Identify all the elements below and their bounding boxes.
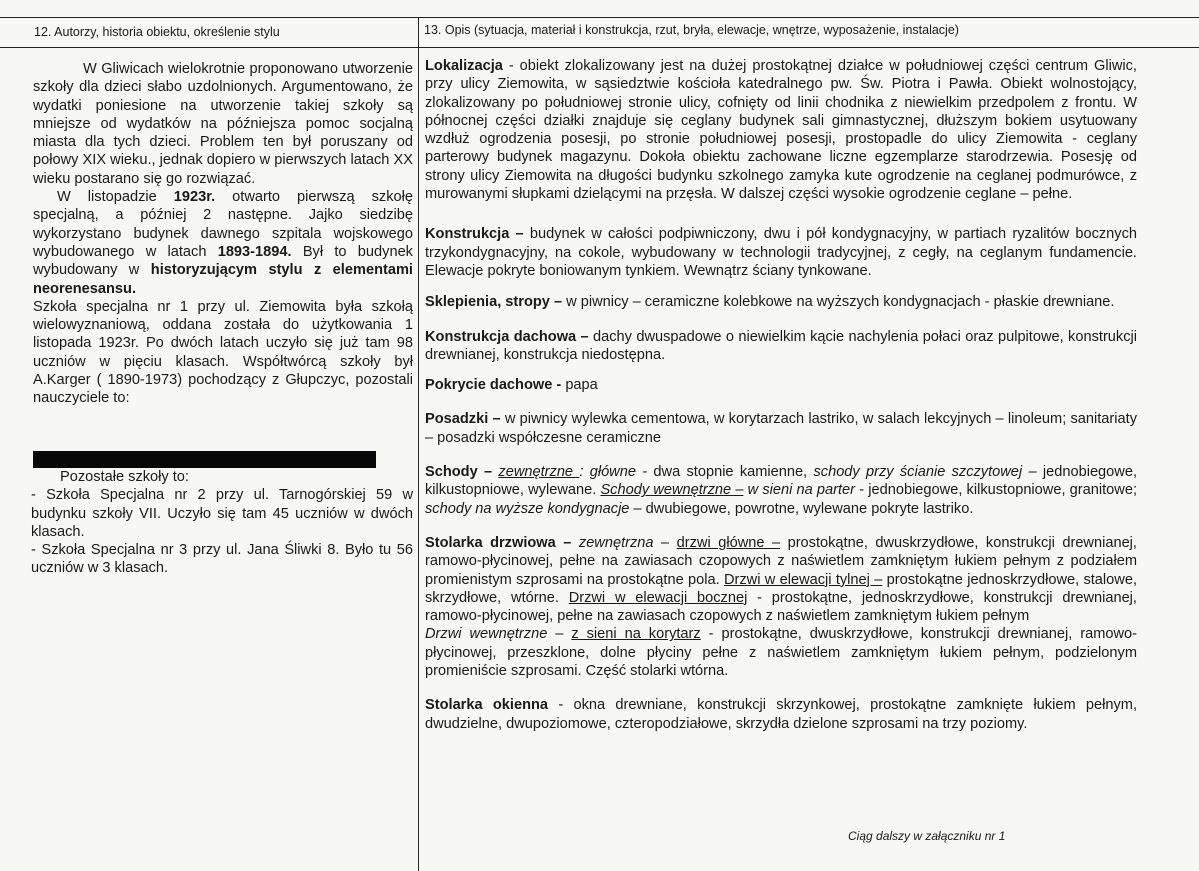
text-run: prostokątne jednoskrzydłowe, stalowe, skrzydłowe, wtórne. xyxy=(425,571,1137,606)
continuation-note: Ciąg dalszy w załączniku nr 1 xyxy=(848,829,1006,843)
heading-konstrukcja: Konstrukcja – xyxy=(425,226,524,243)
header-right: 13. Opis (sytuacja, materiał i konstrukcja, rzut, bryła, elewacje, wnętrze, wyposażenie, instalacje) xyxy=(424,23,959,37)
header-divider xyxy=(0,47,1199,48)
section-posadzki xyxy=(425,410,1137,447)
bold-style: historyzującym stylu z elementami neorenesansu. xyxy=(33,262,413,297)
heading-konstrukcja-dachowa: Konstrukcja dachowa – xyxy=(425,328,589,345)
text-run: w piwnicy – ceramiczne kolebkowe na wyższych kondygnacjach - płaskie drewniane. xyxy=(562,294,1115,311)
school-3-item: - Szkoła Specjalna nr 3 przy ul. Jana Śliwki 8. Było tu 56 uczniów w 3 klasach. xyxy=(31,542,413,577)
text-run: Schody wewnętrzne – xyxy=(600,482,744,499)
text-run: budynek w całości podpiwniczony, dwu i pół kondygnacyjny, w partiach ryzalitów bocznych trzykondygnacyjny, na cokole, wybudowany w technologii tradycyjnej, z cegły, na ceglanym fundamencie. Elewacje pokryte boniowanym tynkiem. Wewnątrz ściany tynkowane. xyxy=(425,226,1138,279)
history-text xyxy=(33,60,413,408)
text-run: dachy dwuspadowe o niewielkim kącie nachylenia połaci oraz pulpitowe, konstrukcji drewnianej, konstrukcja niedostępna. xyxy=(425,328,1137,363)
text-run: - prostokątne, jednoskrzydłowe, konstrukcji drewnianej, ramowo-płycinowej, pełne na zawiasach czopowych z naświetlem zamkniętym łukiem pełnym xyxy=(425,589,1137,625)
text-run: : główne - xyxy=(579,464,654,481)
text-run: otwarto pierwszą szkołę specjalną, a później 2 następne. Jajko siedzibę wykorzystano budynek dawnego szpitala wojskowego wybudowanego w latach xyxy=(33,189,413,260)
text-run: Drzwi w elewacji bocznej xyxy=(568,589,748,606)
heading-stolarka-okienna: Stolarka okienna xyxy=(425,697,549,714)
section-schody xyxy=(425,463,1137,518)
text-run: zewnętrzna xyxy=(571,534,654,551)
header-left: 12. Autorzy, historia obiektu, określenie stylu xyxy=(34,25,280,39)
history-paragraph-3: Szkoła specjalna nr 1 przy ul. Ziemowita była szkołą wielowyznaniową, oddana została do użytkowania 1 listopada 1923r. Po dwóch latach uczyło się już tam 98 uczniów w pięciu klasach. Współtwórcą szkoły był A.Karger ( 1890-1973) pochodzący z Głupczyc, pozostali nauczyciele to: xyxy=(33,298,413,407)
section-konstrukcja-dachowa xyxy=(425,328,1137,365)
text-run: - prostokątne, dwuskrzydłowe, konstrukcji drewnianej, ramowo-płycinowej, przeszklone, dolne płyciny pełne z naświetlem zamkniętym łukiem pełnym, podzielonym promieniście szprosami. Część stolarki wtórna. xyxy=(425,626,1137,680)
school-2-item: - Szkoła Specjalna nr 2 przy ul. Tarnogórskiej 59 w budynku szkoły VII. Uczyło się tam 45 uczniów w dwóch klasach. xyxy=(31,487,413,540)
history-paragraph-1: W Gliwicach wielokrotnie proponowano utworzenie szkoły dla dzieci słabo uzdolnionych. Argumentowano, że wydatki poniesione na utworzenie takiej szkoły są mniejsze od wydatków na późniejsza pomoc socjalną miasta dla tych dzieci. Problem ten był poruszany od połowy XIX wieku., jednak dopiero w pierwszych latach XX wieku postarano się go rozwiązać. xyxy=(33,61,413,187)
other-schools-title: Pozostałe szkoły to: xyxy=(60,469,189,485)
text-run: schody przy ścianie szczytowej – xyxy=(813,464,1037,481)
text-run: prostokątne, dwuskrzydłowe, konstrukcji drewnianej, ramowo-płycinowej, pełne na zawiasach czopowych z naświetlem zamkniętym łukiem pełnym z podziałem promienistym szprosami na prostokątne pola. xyxy=(425,534,1137,588)
heading-sklepienia: Sklepienia, stropy – xyxy=(425,294,563,311)
text-run: papa xyxy=(561,377,598,394)
section-sklepienia xyxy=(425,293,1137,311)
text-run: w piwnicy wylewka cementowa, w korytarzach lastriko, w salach lekcyjnych – linoleum; sanitariaty – posadzki współczesne ceramiczne xyxy=(425,411,1137,446)
heading-pokrycie: Pokrycie dachowe - xyxy=(425,377,562,394)
section-stolarka-okienna xyxy=(425,696,1137,733)
column-divider xyxy=(418,17,419,871)
text-run: – xyxy=(547,626,572,643)
section-lokalizacja xyxy=(425,57,1137,203)
text-run: Drzwi w elewacji tylnej – xyxy=(723,571,883,588)
heading-stolarka-drzwiowa: Stolarka drzwiowa – xyxy=(425,534,572,551)
text-run: – xyxy=(653,534,677,551)
section-konstrukcja xyxy=(425,225,1137,280)
other-schools xyxy=(33,468,413,578)
section-pokrycie xyxy=(425,376,1137,394)
text-run: – dwubiegowe, powrotne, wylewane pokryte lastriko. xyxy=(629,500,974,517)
bold-year: 1923r. xyxy=(173,189,216,206)
history-paragraph-2 xyxy=(33,188,413,298)
text-run: - obiekt zlokalizowany jest na dużej prostokątnej działce w południowej części centrum Gliwic, przy ulicy Ziemowita, w sąsiedztwie kościoła katedralnego pw. Św. Piotra i Pawła. Obiekt wolnostojący, zlokalizowany po południowej stronie ulicy, cofnięty od linii chodnika z niewielkim przedpolem z frontu. W północnej części działki znajduje się ceglany budynek sali gimnastycznej, dłuższym bokiem usytuowany wzdłuż ogrodzenia posesji, po stronie południowej posesji, prostopadle do ulicy Ziemowita - ceglany parterowy budynek magazynu. Dokoła obiektu zachowane liczne egzemplarze starodrzewia. Posesję od strony ulicy Ziemowita na długości budynku szkolnego zamyka kute ogrodzenie na ceglanej podmurówce, z murowanymi słupkami dzielącymi na przęsła. W dalszej części wysokie ogrodzenie ceglane – pełne. xyxy=(425,58,1137,203)
text-run: W listopadzie xyxy=(57,189,174,206)
text-run: Był to budynek wybudowany w xyxy=(33,243,413,279)
heading-posadzki: Posadzki – xyxy=(425,411,501,428)
text-run: - jednobiegowe, kilkustopniowe, granitowe; xyxy=(855,482,1137,499)
description-text xyxy=(425,57,1137,733)
heading-lokalizacja: Lokalizacja xyxy=(425,58,503,74)
redaction-bar xyxy=(33,451,376,468)
section-stolarka-drzwiowa xyxy=(425,534,1137,680)
text-run: drzwi główne – xyxy=(676,534,781,551)
text-run: dwa stopnie kamienne, xyxy=(653,464,814,481)
text-run: w sieni na parter xyxy=(743,482,856,499)
text-run: jednobiegowe, kilkustopniowe, wylewane. xyxy=(425,464,1138,499)
top-border xyxy=(0,17,1199,18)
text-run: Drzwi wewnętrzne xyxy=(425,626,548,643)
text-run: schody na wyższe kondygnacje xyxy=(425,500,630,517)
text-run: z sieni na korytarz xyxy=(571,626,701,643)
heading-schody: Schody – xyxy=(425,464,493,481)
bold-years: 1893-1894. xyxy=(217,243,292,260)
text-run: - okna drewniane, konstrukcji skrzynkowej, prostokątne zamknięte łukiem pełnym, dwudzielne, dwupoziomowe, czteropodziałowe, skrzydła dzielone szprosami na trzy poziomy. xyxy=(425,697,1137,732)
text-run: zewnętrzne xyxy=(498,464,580,481)
